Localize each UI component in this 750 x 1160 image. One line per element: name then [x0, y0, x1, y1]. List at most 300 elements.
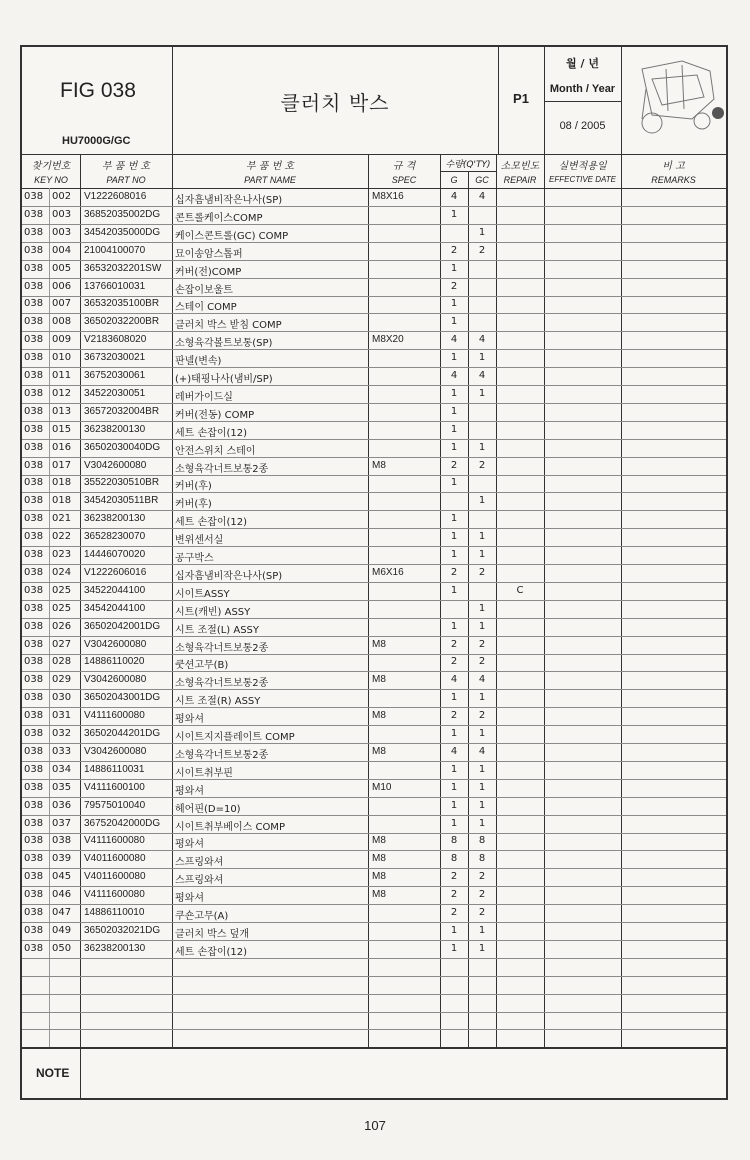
cell-gc: 1 [478, 692, 486, 704]
cell-g: 1 [450, 405, 458, 417]
table-row [22, 940, 726, 959]
cell-fig: 038 [24, 459, 44, 471]
cell-part: V2183608020 [84, 334, 147, 346]
cell-key: 033 [52, 745, 72, 757]
cell-fig: 038 [24, 566, 44, 578]
table-row [22, 904, 726, 923]
cell-fig: 038 [24, 316, 44, 328]
cell-g: 2 [450, 907, 458, 918]
cell-key: 035 [52, 781, 72, 793]
cell-fig: 038 [24, 477, 44, 489]
cell-gc: 2 [478, 566, 486, 578]
table-row [22, 815, 726, 834]
cell-key: 006 [52, 280, 72, 292]
cell-fig: 038 [24, 602, 44, 614]
cell-gc: 1 [478, 531, 486, 543]
cell-fig: 038 [24, 853, 44, 865]
cell-fig: 038 [24, 244, 44, 256]
cell-g: 1 [450, 549, 458, 560]
cell-fig: 038 [24, 692, 44, 704]
table-row [22, 295, 726, 314]
month-year-label-ko: 월 / 년 [566, 57, 599, 70]
cell-fig: 038 [24, 191, 44, 202]
table-row [22, 474, 726, 493]
cell-part: 34522044100 [84, 584, 146, 596]
cell-key: 021 [52, 513, 72, 525]
cell-g: 1 [450, 781, 458, 793]
cell-part: 79575010040 [84, 799, 146, 811]
cell-part: 36502042001DG [84, 620, 161, 632]
cell-spec: M8 [372, 745, 386, 757]
cell-spec: M10 [372, 781, 392, 793]
cell-name: 시트 조절(L) ASSY [175, 624, 260, 636]
cell-g: 1 [450, 477, 458, 489]
parts-list-frame [20, 45, 728, 1100]
cell-key: 009 [52, 334, 72, 346]
cell-g: 1 [450, 208, 458, 220]
table-row [22, 850, 726, 869]
cell-name: 콘트롤케이스COMP [175, 212, 263, 224]
cell-part: 36502043001DG [84, 692, 161, 704]
cell-g: 1 [450, 763, 458, 775]
cell-g: 2 [450, 889, 458, 901]
col-effdate-en: EFFECTIVE DATE [549, 175, 616, 184]
cell-fig: 038 [24, 226, 44, 238]
col-repair-ko: 소모빈도 [500, 161, 540, 172]
cell-spec: M8 [372, 871, 386, 883]
cell-name: 평와셔 [175, 785, 204, 797]
table-row [22, 385, 726, 404]
table-row [22, 653, 726, 672]
cell-gc: 1 [478, 602, 486, 614]
cell-g: 2 [450, 710, 458, 722]
cell-part: 34522030051 [84, 387, 146, 399]
table-row [22, 743, 726, 762]
cell-g: 1 [450, 817, 458, 829]
cell-key: 036 [52, 799, 72, 811]
cell-part: 14886110020 [84, 656, 145, 668]
cell-g: 1 [450, 298, 458, 310]
cell-name: 세트 손잡이(12) [175, 427, 248, 439]
cell-key: 015 [52, 423, 72, 435]
cell-repair: C [516, 584, 524, 596]
cell-name: 판넬(변속) [175, 356, 222, 368]
col-qty-ko: 수량(Q'TY) [445, 160, 491, 170]
cell-name: 십자흠냄비작은나사(SP) [175, 195, 283, 206]
page-id: P1 [513, 91, 529, 106]
cell-fig: 038 [24, 280, 44, 292]
table-row [22, 582, 726, 601]
cell-key: 003 [52, 226, 72, 238]
cell-g: 2 [450, 459, 458, 471]
cell-spec: M8 [372, 674, 386, 686]
cell-fig: 038 [24, 656, 44, 668]
cell-key: 034 [52, 763, 72, 775]
cell-part: 34542035000DG [84, 226, 161, 238]
cell-part: V3042600080 [84, 638, 147, 650]
cell-spec: M8 [372, 638, 386, 650]
table-row [22, 707, 726, 726]
cell-part: V3042600080 [84, 674, 147, 686]
cell-fig: 038 [24, 334, 44, 346]
cell-fig: 038 [24, 262, 44, 274]
cell-key: 008 [52, 316, 72, 328]
cell-gc: 2 [478, 871, 486, 883]
cell-spec: M8 [372, 889, 386, 901]
cell-g: 2 [450, 638, 458, 650]
fig-number: FIG 038 [60, 79, 136, 102]
cell-name: 변위센서실 [175, 535, 224, 547]
cell-part: V4111600080 [84, 889, 145, 901]
cell-key: 010 [52, 352, 72, 364]
col-partno-ko: 부 품 번 호 [101, 161, 151, 172]
cell-part: 14446070020 [84, 549, 146, 560]
cell-gc: 1 [478, 441, 486, 453]
cell-g: 1 [450, 387, 458, 399]
col-spec-ko: 규 격 [392, 161, 416, 172]
cell-key: 025 [52, 602, 72, 614]
table-row [22, 779, 726, 798]
cell-spec: M8 [372, 835, 386, 847]
table-row [22, 349, 726, 368]
col-gc: GC [475, 175, 489, 185]
cell-key: 013 [52, 405, 72, 417]
cell-part: 34542030511BR [84, 495, 159, 507]
cell-part: 36502032021DG [84, 924, 161, 936]
note-section [22, 1047, 726, 1100]
cell-gc: 8 [478, 835, 486, 847]
cell-name: 손잡이보울트 [175, 284, 233, 296]
cell-key: 026 [52, 620, 72, 632]
table-row [22, 260, 726, 279]
cell-spec: M8X20 [372, 334, 404, 346]
table-row [22, 761, 726, 780]
cell-key: 032 [52, 728, 72, 739]
cell-part: 36572032004BR [84, 405, 160, 417]
table-row [22, 242, 726, 261]
col-remarks-en: REMARKS [651, 175, 696, 185]
cell-fig: 038 [24, 531, 44, 543]
cell-part: V1222606016 [84, 566, 147, 578]
cell-g: 1 [450, 942, 458, 954]
page-title: 클러치 박스 [280, 91, 390, 115]
cell-key: 017 [52, 459, 72, 471]
table-row [22, 457, 726, 476]
cell-fig: 038 [24, 728, 44, 739]
cell-name: 스테이 COMP [175, 302, 237, 314]
cell-g: 1 [450, 692, 458, 704]
cell-g: 4 [450, 370, 458, 381]
table-row [22, 188, 726, 207]
cell-name: 세트 손잡이(12) [175, 517, 248, 529]
table-row [22, 439, 726, 458]
cell-g: 1 [450, 513, 458, 525]
cell-key: 011 [52, 370, 72, 381]
cell-key: 039 [52, 853, 72, 865]
cell-fig: 038 [24, 817, 44, 829]
table-row [22, 224, 726, 243]
cell-g: 4 [450, 674, 458, 686]
table-row [22, 886, 726, 905]
cell-part: V3042600080 [84, 745, 147, 757]
cell-fig: 038 [24, 924, 44, 936]
table-row [22, 832, 726, 851]
cell-g: 1 [450, 441, 458, 453]
table-row [22, 976, 726, 995]
cell-part: 36502030040DG [84, 441, 161, 453]
cell-key: 018 [52, 477, 72, 489]
table-row [22, 1011, 726, 1030]
cell-part: 14886110031 [84, 763, 145, 775]
table-row [22, 421, 726, 440]
table-row [22, 206, 726, 225]
table-row [22, 994, 726, 1013]
model-name: HU7000G/GC [62, 135, 131, 147]
cell-fig: 038 [24, 942, 44, 954]
col-g: G [450, 175, 458, 185]
cell-name: 스프링와셔 [175, 857, 224, 869]
cell-part: 13766010031 [84, 280, 146, 292]
cell-gc: 1 [478, 352, 486, 364]
cell-part: 36532032201SW [84, 262, 162, 274]
cell-fig: 038 [24, 495, 44, 507]
cell-part: 36502032200BR [84, 316, 160, 328]
cell-name: 세트 손잡이(12) [175, 946, 248, 958]
cell-name: 시이트ASSY [175, 588, 230, 600]
cell-gc: 2 [478, 907, 486, 918]
cell-gc: 2 [478, 459, 486, 471]
tractor-thumbnail-icon [622, 49, 726, 153]
header-block [22, 47, 726, 155]
col-effdate-ko: 실변적용일 [558, 161, 607, 172]
cell-fig: 038 [24, 638, 44, 650]
cell-g: 2 [450, 566, 458, 578]
cell-key: 005 [52, 262, 72, 274]
cell-key: 038 [52, 835, 72, 847]
cell-name: 소형육각볼트보통(SP) [175, 338, 273, 350]
cell-key: 029 [52, 674, 72, 686]
cell-gc: 1 [478, 387, 486, 399]
cell-fig: 038 [24, 799, 44, 811]
table-row [22, 958, 726, 977]
col-repair-en: REPAIR [503, 175, 537, 185]
cell-gc: 1 [478, 817, 486, 829]
cell-name: 소형육각너트보통2종 [175, 749, 269, 761]
cell-name: 시이트지지플레이트 COMP [175, 732, 295, 743]
cell-gc: 1 [478, 763, 486, 775]
cell-name: 평와셔 [175, 839, 204, 851]
cell-name: 케이스콘트롤(GC) COMP [175, 230, 289, 242]
cell-key: 022 [52, 531, 72, 543]
cell-key: 037 [52, 817, 72, 829]
cell-name: 시이트취부베이스 COMP [175, 821, 285, 833]
table-row [22, 331, 726, 350]
cell-key: 030 [52, 692, 72, 704]
col-partno-en: PART NO [106, 175, 146, 185]
col-spec-en: SPEC [391, 175, 417, 185]
cell-key: 050 [52, 942, 72, 954]
cell-key: 046 [52, 889, 72, 901]
cell-part: 36752042000DG [84, 817, 161, 829]
cell-part: 36532035100BR [84, 298, 160, 310]
cell-gc: 4 [478, 370, 486, 381]
cell-name: 십자흠냄비작은나사(SP) [175, 570, 283, 582]
table-row [22, 725, 726, 744]
cell-g: 4 [450, 745, 458, 757]
cell-name: 커버(전동) COMP [175, 409, 255, 421]
col-partname-ko: 부 품 번 호 [245, 161, 295, 172]
cell-fig: 038 [24, 745, 44, 757]
col-key-ko: 찾기번호 [31, 161, 71, 172]
cell-spec: M6X16 [372, 566, 404, 578]
table-row [22, 403, 726, 422]
cell-g: 4 [450, 334, 458, 346]
cell-name: 소형육각너트보통2종 [175, 642, 269, 654]
cell-fig: 038 [24, 423, 44, 435]
cell-part: V1222608016 [84, 191, 147, 202]
cell-name: 레버가이드실 [175, 391, 233, 403]
cell-fig: 038 [24, 889, 44, 901]
cell-gc: 2 [478, 244, 486, 256]
table-row [22, 618, 726, 637]
table-row [22, 510, 726, 529]
cell-part: V3042600080 [84, 459, 147, 471]
cell-fig: 038 [24, 441, 44, 453]
cell-name: 클러치 박스 덮개 [175, 928, 249, 940]
cell-fig: 038 [24, 298, 44, 310]
cell-gc: 1 [478, 620, 486, 632]
cell-fig: 038 [24, 674, 44, 686]
cell-g: 1 [450, 531, 458, 543]
cell-spec: M8 [372, 853, 386, 865]
cell-gc: 1 [478, 924, 486, 936]
cell-gc: 1 [478, 781, 486, 793]
cell-fig: 038 [24, 871, 44, 883]
cell-g: 2 [450, 280, 458, 292]
table-row [22, 600, 726, 619]
cell-part: 36238200130 [84, 513, 146, 525]
cell-g: 8 [450, 835, 458, 847]
cell-part: 21004100070 [84, 244, 146, 256]
cell-name: 평와셔 [175, 714, 204, 726]
cell-fig: 038 [24, 620, 44, 632]
cell-key: 028 [52, 656, 72, 668]
cell-spec: M8 [372, 710, 386, 722]
table-row [22, 868, 726, 887]
col-key-en: KEY NO [34, 175, 68, 185]
cell-name: 시이트취부핀 [175, 767, 233, 779]
note-label: NOTE [36, 1066, 70, 1080]
cell-part: V4111600080 [84, 835, 145, 847]
cell-g: 4 [450, 191, 458, 202]
cell-spec: M8 [372, 459, 386, 471]
cell-key: 045 [52, 871, 72, 883]
cell-key: 025 [52, 584, 72, 596]
cell-key: 016 [52, 441, 72, 453]
cell-name: 시트(캐빈) ASSY [175, 606, 251, 618]
cell-gc: 2 [478, 638, 486, 650]
col-remarks-ko: 비 고 [662, 161, 685, 172]
page-number: 107 [364, 1118, 386, 1133]
cell-fig: 038 [24, 370, 44, 381]
cell-part: 36528230070 [84, 531, 146, 543]
table-row [22, 313, 726, 332]
cell-fig: 038 [24, 781, 44, 793]
cell-name: 쿠숀고무(A) [175, 911, 229, 922]
table-row [22, 636, 726, 655]
cell-gc: 1 [478, 226, 486, 238]
cell-name: 안전스위치 스테이 [175, 445, 256, 457]
cell-fig: 038 [24, 387, 44, 399]
cell-fig: 038 [24, 763, 44, 775]
cell-name: 시트 조절(R) ASSY [175, 696, 261, 708]
cell-gc: 4 [478, 674, 486, 686]
cell-part: 36238200130 [84, 423, 146, 435]
cell-gc: 2 [478, 710, 486, 722]
cell-g: 1 [450, 316, 458, 328]
cell-part: 35522030510BR [84, 477, 160, 489]
cell-gc: 8 [478, 853, 486, 865]
cell-key: 027 [52, 638, 72, 650]
cell-key: 002 [52, 191, 72, 202]
cell-part: V4111600100 [84, 781, 145, 793]
cell-name: (+)태핑나사(냄비/SP) [175, 374, 273, 385]
cell-name: 커버(후) [175, 481, 212, 493]
cell-part: V4011600080 [84, 853, 146, 865]
cell-g: 1 [450, 352, 458, 364]
cell-name: 공구박스 [175, 553, 214, 564]
cell-part: 36502044201DG [84, 728, 161, 739]
cell-g: 2 [450, 244, 458, 256]
cell-key: 004 [52, 244, 72, 256]
cell-name: 클러치 박스 받침 COMP [175, 320, 282, 332]
cell-g: 1 [450, 262, 458, 274]
cell-fig: 038 [24, 352, 44, 364]
cell-gc: 4 [478, 745, 486, 757]
cell-g: 2 [450, 656, 458, 668]
cell-gc: 1 [478, 549, 486, 560]
cell-g: 2 [450, 871, 458, 883]
cell-gc: 2 [478, 656, 486, 668]
cell-g: 1 [450, 423, 458, 435]
table-row [22, 528, 726, 547]
cell-key: 007 [52, 298, 72, 310]
table-row [22, 492, 726, 511]
table-row [22, 1029, 726, 1048]
cell-gc: 1 [478, 495, 486, 507]
cell-name: 평와셔 [175, 893, 204, 905]
cell-gc: 4 [478, 334, 486, 346]
cell-key: 049 [52, 924, 72, 936]
cell-name: 커버(전)COMP [175, 266, 242, 278]
cell-part: 36238200130 [84, 942, 146, 954]
cell-key: 031 [52, 710, 72, 722]
cell-g: 1 [450, 799, 458, 811]
cell-gc: 1 [478, 942, 486, 954]
cell-g: 1 [450, 728, 458, 739]
cell-fig: 038 [24, 549, 44, 560]
table-row [22, 546, 726, 565]
cell-key: 003 [52, 208, 72, 220]
cell-fig: 038 [24, 907, 44, 918]
cell-g: 8 [450, 853, 458, 865]
cell-part: 36752030061 [84, 370, 146, 381]
cell-name: 묘이송암스톱퍼 [175, 248, 243, 260]
month-year-label-en: Month / Year [549, 83, 616, 95]
table-row [22, 367, 726, 386]
cell-part: 34542044100 [84, 602, 146, 614]
table-row [22, 278, 726, 297]
